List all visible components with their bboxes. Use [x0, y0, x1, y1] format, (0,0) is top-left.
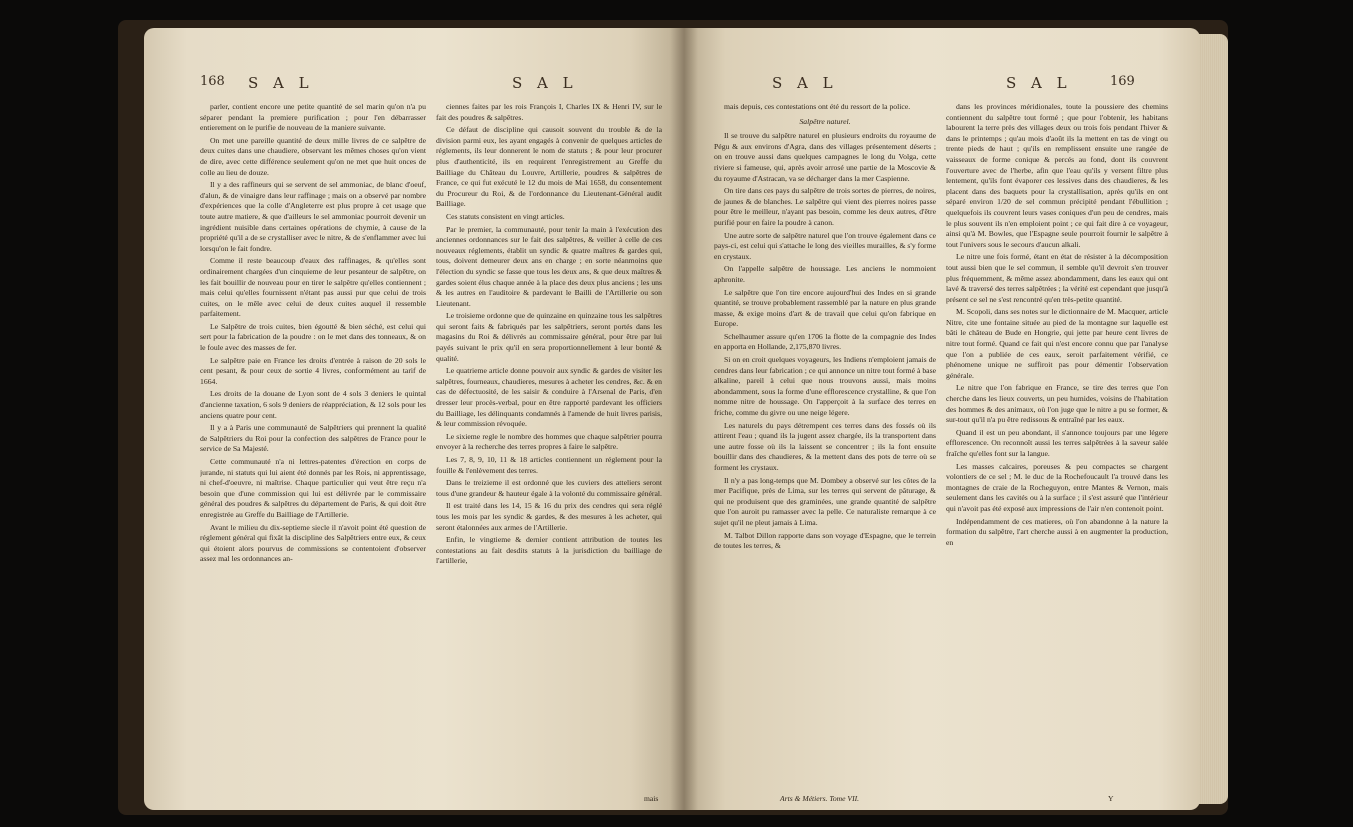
paragraph: mais depuis, ces contestations ont été du ressort de la police. — [724, 102, 911, 111]
right-signature-mark: Y — [1108, 794, 1114, 803]
paragraph: Il est traité dans les 14, 15 & 16 du prix des cendres qui sera réglé tous les mois par les syndic & gardes, & des mesures à les acheter, qui seront étalonnées aux armes de l'Artillerie. — [436, 501, 662, 532]
paragraph: parler, contient encore une petite quantité de sel marin qu'on n'a pu séparer pendant la premiere purification ; pour l'en débarrasser entierement on le purifie de nouveau de la maniere suivante. — [200, 102, 426, 133]
paragraph: On l'appelle salpêtre de houssage. Les anciens le nommoient aphronite. — [714, 264, 936, 284]
left-page-number: 168 — [200, 74, 225, 89]
paragraph: Il y a des raffineurs qui se servent de sel ammoniac, de blanc d'oeuf, d'alun, & de vinaigre dans leur raffinage ; mais on a observé par nombre d'expériences que la colle d'Angleterre est plus propre à cet usage que toute autre matiere, & que d'ailleurs le sel ammoniac pourroit devenir un ingrédient nuisible dans certaines opérations de chymie, à cause de la propriété qu'il a de se crystalliser avec le nitre, & de s'enflammer avec lui lorsqu'on le fait fondre. — [200, 180, 426, 253]
right-running-head-1: S A L — [772, 74, 838, 92]
paragraph: Enfin, le vingtieme & dernier contient attribution de toutes les contestations au fait desdits statuts à la jurisdiction du bailliage de l'artillerie, — [436, 535, 662, 566]
right-page-column-2 — [946, 102, 1168, 792]
paragraph: Les naturels du pays détrempent ces terres dans des fossés où ils attirent l'eau ; quand ils la jugent assez chargée, ils la transportent dans une autre fosse où ils la laissent se concentrer ; ils la font ensuite bouillir dans des chaudieres, & la mettent dans des pots de terre où se forment les crystaux. — [714, 420, 936, 472]
paragraph: Cette communauté n'a ni lettres-patentes d'érection en corps de jurande, ni statuts qui lui aient été donnés par les Rois, ni apprentissage, ni chef-d'oeuvre, ni maîtrise. Chaque particulier qui veut être reçu n'a besoin que d'une commission qui lui est délivrée par le commissaire général des poudres & salpêtres du département de Paris, & qui doit être enregistrée au Greffe du Bailliage de l'Artillerie. — [200, 457, 426, 519]
paragraph: On met une pareille quantité de deux mille livres de ce salpêtre de deux cuites dans une chaudiere, observant les mêmes choses qu'on vient de dire, avec cette différence seulement qu'on ne met que huit onces de colle au lieu de douze. — [200, 135, 426, 177]
paragraph: Le nitre que l'on fabrique en France, se tire des terres que l'on cherche dans les lieux couverts, un peu humides, voisins de l'habitation des hommes & des animaux, où l'on juge que le nitre a pu se former, & sur-tout qu'il n'a pu être redissous & entraîné par les eaux. — [946, 383, 1168, 425]
right-footer-title: Arts & Métiers. Tome VII. — [780, 794, 860, 803]
left-running-head-1: S A L — [248, 74, 314, 92]
paragraph: On tire dans ces pays du salpêtre de trois sortes de pierres, de noires, de jaunes & de blanches. Le salpêtre qui vient des pierres noires passe pour être le meilleur, n'ayant pas besoin, comme les deux autres, d'être purifié pour en faire la poudre à canon. — [714, 186, 936, 227]
paragraph: ciennes faites par les rois François I, Charles IX & Henri IV, sur le fait des poudres & salpêtres. — [436, 102, 662, 122]
right-running-head-2: S A L — [1006, 74, 1072, 92]
paragraph: Le troisieme ordonne que de quinzaine en quinzaine tous les salpêtres qui seront faits & fabriqués par les salpêtriers, seront portés dans les magasins du Roi & délivrés au commissaire général, pour être par lui payés suivant le prix qu'il en sera proportionnellement à leur bonté & qualité. — [436, 311, 662, 363]
paragraph: Schelhaumer assure qu'en 1706 la flotte de la compagnie des Indes en apporta en Hollande, 2,175,870 livres. — [714, 331, 936, 352]
paragraph: Avant le milieu du dix-septieme siecle il n'avoit point été question de réglement général qui fixât la discipline des Salpêtriers entre eux, & ceux qui étoient alors pourvus de commissions se contentoient d'observer assez mal les ordonnances an- — [200, 522, 426, 564]
right-page-number: 169 — [1110, 74, 1135, 89]
left-page — [144, 28, 684, 810]
paragraph: Le Salpêtre de trois cuites, bien égoutté & bien séché, est celui qui sert pour la fabrication de la poudre : on le met dans des tonneaux, & on le foule avec des masses de fer. — [200, 321, 426, 353]
paragraph: Le salpêtre que l'on tire encore aujourd'hui des Indes en si grande quantité, se trouve probablement rassemblé par la nature en plus grande masse, & exige moins d'art & de travail que celui qu'on fabrique en Europe. — [714, 287, 936, 329]
section-heading: Salpêtre naturel. — [799, 116, 851, 126]
page-edges — [1198, 34, 1228, 804]
paragraph: M. Talbot Dillon rapporte dans son voyage d'Espagne, que le terrein de toutes les terres, & — [714, 530, 936, 551]
paragraph: Les droits de la douane de Lyon sont de 4 sols 3 deniers le quintal d'ancienne taxation, 6 sols 9 deniers de réappréciation, & 12 sols pour les anciens quatre pour cent. — [200, 389, 426, 420]
open-book — [118, 20, 1228, 815]
right-page — [684, 28, 1200, 810]
paragraph: Les masses calcaires, poreuses & peu compactes se chargent volontiers de ce sel ; M. le duc de la Rochefoucault l'a trouvé dans les montagnes de craie de la Rocheguyon, entre Mantes & Vernon, mais seulement dans les cavités ou à la surface ; il s'est assuré que l'intérieur qui n'avoit pas été exposé aux impressions de l'air n'en contenoit point. — [946, 461, 1168, 513]
paragraph: Le salpêtre paie en France les droits d'entrée à raison de 20 sols le cent pesant, & pour ceux de sortie 4 livres, conformément au tarif de 1664. — [200, 355, 426, 386]
paragraph: Quand il est un peu abondant, il s'annonce toujours par une légere efflorescence. On reconnoît aussi les terres salpêtrées à la saveur salée fraîche qu'elles font sur la langue. — [946, 427, 1168, 458]
paragraph: dans les provinces méridionales, toute la poussiere des chemins contiennent du salpêtre tout formé ; que pour l'obtenir, les habitans labourent la terre près des villages deux ou trois fois pendant l'hiver & dans le printemps ; qu'au mois d'août ils la mettent en tas de vingt ou trente pieds de haut ; qu'ils en remplissent ensuite une rangée de vaisseaux de forme conique & percés au fond, dont ils couvrent l'ouverture avec de l'herbe, afin que l'eau qu'ils y versent filtre plus lentement, qu'ils font évaporer ces lessives dans des chaudieres, & les placent dans des baquets pour la crystallisation, après qu'ils en ont séparé environ 1/20 de sel commun précipité pendant l'ébullition ; quelquefois ils couvrent leurs vases coniques d'un peu de cendres, mais le plus souvent ils n'en emploient point ; ce qui fait dire à ce voyageur, ainsi qu'à M. Bowles, que l'Espagne seule pourroit fournir le salpêtre à tout l'univers sous le secours d'aucun alkali. — [946, 102, 1168, 249]
paragraph: Le nitre une fois formé, étant en état de résister à la décomposition tout aussi bien que le sel commun, il semble qu'il devroit s'en trouver plus fréquemment, & même assez abondamment, dans les eaux qui ont lavé & traversé des terres salpêtrées ; la vérité est cependant que jusqu'à présent ce sel ne s'est rencontré qu'en très-petite quantité. — [946, 252, 1168, 304]
paragraph: M. Scopoli, dans ses notes sur le dictionnaire de M. Macquer, article Nitre, cite une fontaine située au pied de la montagne sur laquelle est bâti le château de Bude en Hongrie, qui jette par heure cent livres de nitre tout formé. Quand ce fait qui n'est encore connu que par l'analyse que l'on a publiée de ces eaux, seroit parfaitement vérifié, ce phénomene unique ne suffiroit pas pour démentir l'observation générale. — [946, 307, 1168, 380]
right-page-column-1 — [714, 102, 936, 792]
paragraph: Le sixieme regle le nombre des hommes que chaque salpêtrier pourra envoyer à la recherche des terres propres à faire le salpêtre. — [436, 431, 662, 452]
paragraph: Les 7, 8, 9, 10, 11 & 18 articles contiennent un réglement pour la fouille & l'enlèvement des terres. — [436, 455, 662, 475]
paragraph: Indépendamment de ces matieres, où l'on abandonne à la nature la formation du salpêtre, l'art cherche aussi à en augmenter la production, en — [946, 516, 1168, 547]
left-running-head-2: S A L — [512, 74, 578, 92]
paragraph: Dans le treizieme il est ordonné que les cuviers des atteliers seront tous d'une grandeur & hauteur égale à la volonté du commissaire général. — [436, 478, 662, 498]
paragraph: Si on en croit quelques voyageurs, les Indiens n'emploient jamais de cendres dans leur fabrication ; ce qui annonce un nitre tout formé à base alkaline, pareil à celui que nous trouvons aussi, mais moins abondamment, sous la forme d'une efflorescence crystalline, & que l'on nomme nitre de houssage. On l'apperçoit à la surface des terres en friche, comme du givre ou une neige légere. — [714, 355, 936, 418]
paragraph: Il n'y a pas long-temps que M. Dombey a observé sur les côtes de la mer Pacifique, près de Lima, sur les terres qui servent de pâturage, & qui ne produisent que des graminées, une grande quantité de salpêtre que l'on auroit pu ramasser avec la pelle. Ce naturaliste remarque à ce sujet qu'il ne pleut jamais à Lima. — [714, 475, 936, 527]
left-page-column-2 — [436, 102, 662, 792]
paragraph: Ces statuts consistent en vingt articles. — [446, 211, 565, 221]
paragraph: Une autre sorte de salpêtre naturel que l'on trouve également dans ce pays-ci, est celui qui s'attache le long des vieilles murailles, & s'y forme en crystaux. — [714, 230, 936, 261]
paragraph: Le quatrieme article donne pouvoir aux syndic & gardes de visiter les salpêtres, fourneaux, chaudieres, mesures à acheter les cendres, &c. & en cas de défectuosité, de les saisir & conduire à l'Arsenal de Paris, d'en dresser leur procès-verbal, pour en être rapporté pardevant les officiers du Bailliage, les délinquants condamnés à l'amende de huit livres parisis, & leur commission révoquée. — [436, 366, 662, 429]
paragraph: Il y a à Paris une communauté de Salpêtriers qui prennent la qualité de Salpêtriers du Roi pour la confection des salpêtres de France pour le service de Sa Majesté. — [200, 423, 426, 454]
paragraph: Par le premier, la communauté, pour tenir la main à l'exécution des anciennes ordonnances sur le fait des salpêtres, & veiller à celle de ces nouveaux réglements, établit un syndic & quatre maîtres & gardes qui, tous, doivent demeurer deux ans en charge ; en sorte néanmoins que l'élection du syndic se fasse que tous les deux ans, & que deux maîtres & gardes soient élus chaque année à la place des deux plus anciens ; les uns & les autres en l'auditoire & pardevant le Bailli de l'Artillerie ou son Lieutenant. — [436, 224, 662, 308]
paragraph: Ce défaut de discipline qui causoit souvent du trouble & de la division parmi eux, les ayant engagés à convenir de quelques articles de réglements, ils leur donnerent le nom de statuts ; & pour leur procurer plus d'authenticité, ils en requirent l'enregistrement au Greffe du Bailliage du Château du Louvre, Artillerie, poudres & salpêtres de France, ce qui fut exécuté le 12 du mois de Mai 1658, du consentement du Procureur du Roi, & de l'ordonnance du Lieutenant-Général audit Bailliage. — [436, 125, 662, 209]
left-catchword: mais — [644, 794, 659, 803]
left-page-column-1 — [200, 102, 426, 792]
paragraph: Il se trouve du salpêtre naturel en plusieurs endroits du royaume de Pégu & aux environs d'Agra, dans des villages présentement déserts ; on en trouve aussi dans quelques campagnes le long du Volga, cette riviere si fameuse, qui, après avoir arrosé une partie de la Moscovie & du royaume d'Astracan, va se décharger dans la mer Caspienne. — [714, 131, 936, 183]
paragraph: Comme il reste beaucoup d'eaux des raffinages, & qu'elles sont ordinairement chargées d'un cinquieme de leur pesanteur de salpêtre, on les fait bouillir de nouveau pour en tirer le salpêtre qu'elles contiennent ; mais celui qu'elles fournissent n'étant pas aussi pur que celui de trois cuites, on le mêle avec celui de deux cuites auquel il ressemble parfaitement. — [200, 256, 426, 319]
